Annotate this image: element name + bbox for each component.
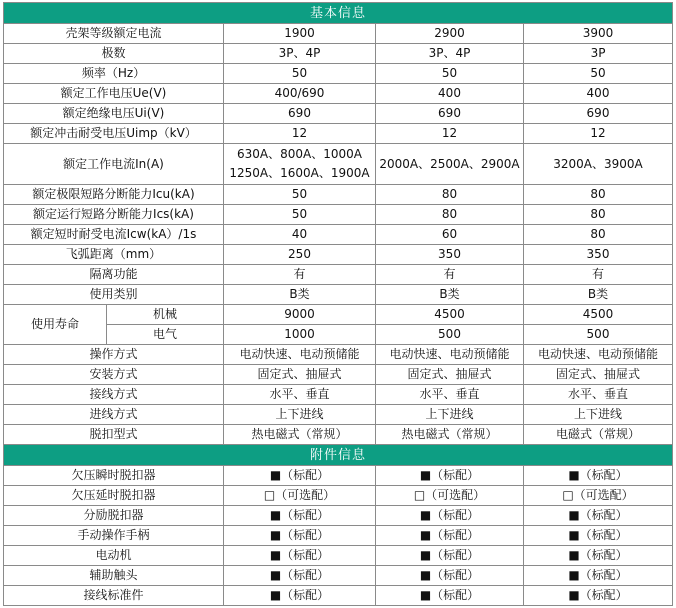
table-row	[4, 144, 673, 185]
value-cell: 固定式、抽屉式	[224, 365, 376, 385]
table-row	[4, 265, 673, 285]
value-cell: 热电磁式（常规）	[376, 425, 524, 445]
section-header-basic	[4, 3, 673, 24]
table-row	[4, 104, 673, 124]
table-row	[4, 205, 673, 225]
value-cell	[224, 144, 376, 185]
row-label: 欠压延时脱扣器	[4, 486, 224, 506]
value-cell: 690	[524, 104, 673, 124]
value-cell: 2000A、2500A、2900A	[376, 144, 524, 185]
value-cell: ■（标配）	[376, 466, 524, 486]
value-cell: 9000	[224, 305, 376, 325]
value-cell: 12	[376, 124, 524, 144]
table-row	[4, 305, 673, 325]
sub-label: 电气	[107, 325, 224, 345]
table-row	[4, 526, 673, 546]
table-row	[4, 124, 673, 144]
value-cell: 400	[376, 84, 524, 104]
value-cell: 50	[224, 185, 376, 205]
value-cell: 有	[224, 265, 376, 285]
value-cell: B类	[224, 285, 376, 305]
table-row	[4, 245, 673, 265]
table-row	[4, 44, 673, 64]
value-cell: 80	[524, 205, 673, 225]
value-cell: 400	[524, 84, 673, 104]
value-cell: ■（标配）	[376, 566, 524, 586]
value-cell: 固定式、抽屉式	[524, 365, 673, 385]
value-cell: 50	[224, 64, 376, 84]
value-cell: 有	[524, 265, 673, 285]
value-cell: ■（标配）	[524, 466, 673, 486]
row-label: 隔离功能	[4, 265, 224, 285]
value-cell: 500	[524, 325, 673, 345]
value-cell: ■（标配）	[224, 586, 376, 606]
value-cell: □（可选配）	[376, 486, 524, 506]
value-cell: 80	[376, 205, 524, 225]
table-row	[4, 84, 673, 104]
sub-label: 机械	[107, 305, 224, 325]
row-label: 分励脱扣器	[4, 506, 224, 526]
value-cell: ■（标配）	[376, 506, 524, 526]
value-cell: 水平、垂直	[224, 385, 376, 405]
row-label: 频率（Hz）	[4, 64, 224, 84]
table-row	[4, 486, 673, 506]
table-row	[4, 385, 673, 405]
value-cell: 上下进线	[376, 405, 524, 425]
value-cell: ■（标配）	[376, 546, 524, 566]
row-label: 接线标准件	[4, 586, 224, 606]
value-cell: ■（标配）	[224, 546, 376, 566]
value-cell: 60	[376, 225, 524, 245]
value-cell: ■（标配）	[224, 566, 376, 586]
value-cell: 350	[524, 245, 673, 265]
value-cell: 水平、垂直	[376, 385, 524, 405]
value-cell: 50	[524, 64, 673, 84]
row-label: 壳架等级额定电流	[4, 24, 224, 44]
section-title-accessory: 附件信息	[4, 445, 673, 466]
value-cell: 40	[224, 225, 376, 245]
spec-table	[3, 2, 673, 606]
value-cell: 2900	[376, 24, 524, 44]
row-label: 额定冲击耐受电压Uimp（kV）	[4, 124, 224, 144]
value-cell: 水平、垂直	[524, 385, 673, 405]
value-cell: 上下进线	[524, 405, 673, 425]
value-cell: 500	[376, 325, 524, 345]
row-label: 极数	[4, 44, 224, 64]
table-row	[4, 466, 673, 486]
table-row	[4, 285, 673, 305]
value-cell: 50	[376, 64, 524, 84]
value-cell: ■（标配）	[224, 466, 376, 486]
row-label: 手动操作手柄	[4, 526, 224, 546]
row-label: 接线方式	[4, 385, 224, 405]
table-row	[4, 365, 673, 385]
section-title-basic: 基本信息	[4, 3, 673, 24]
value-cell: ■（标配）	[524, 506, 673, 526]
table-row	[4, 586, 673, 606]
value-cell: 有	[376, 265, 524, 285]
value-cell: ■（标配）	[376, 526, 524, 546]
value-cell: 固定式、抽屉式	[376, 365, 524, 385]
value-cell: 690	[224, 104, 376, 124]
table-row	[4, 24, 673, 44]
value-cell: ■（标配）	[524, 566, 673, 586]
value-cell: 690	[376, 104, 524, 124]
value-cell: B类	[376, 285, 524, 305]
value-cell: 80	[376, 185, 524, 205]
value-cell: ■（标配）	[224, 526, 376, 546]
value-cell: 350	[376, 245, 524, 265]
value-cell: □（可选配）	[524, 486, 673, 506]
row-label: 额定短时耐受电流Icw(kA）/1s	[4, 225, 224, 245]
value-line: 630A、800A、1000A	[237, 147, 362, 161]
value-cell: B类	[524, 285, 673, 305]
value-cell: 上下进线	[224, 405, 376, 425]
value-cell: □（可选配）	[224, 486, 376, 506]
value-cell: 4500	[376, 305, 524, 325]
value-cell: 400/690	[224, 84, 376, 104]
row-label: 使用类别	[4, 285, 224, 305]
value-cell: 12	[224, 124, 376, 144]
row-label: 进线方式	[4, 405, 224, 425]
value-cell: ■（标配）	[524, 546, 673, 566]
table-row	[4, 405, 673, 425]
table-row	[4, 225, 673, 245]
value-cell: 3900	[524, 24, 673, 44]
value-cell: ■（标配）	[524, 526, 673, 546]
row-label: 安装方式	[4, 365, 224, 385]
value-cell: 电动快速、电动预储能	[224, 345, 376, 365]
value-cell: ■（标配）	[524, 586, 673, 606]
value-cell: ■（标配）	[224, 506, 376, 526]
value-cell: ■（标配）	[376, 586, 524, 606]
row-label: 使用寿命	[4, 305, 107, 345]
row-label: 额定运行短路分断能力Ics(kA)	[4, 205, 224, 225]
value-cell: 250	[224, 245, 376, 265]
value-cell: 3P	[524, 44, 673, 64]
row-label: 额定工作电流In(A)	[4, 144, 224, 185]
value-line: 1250A、1600A、1900A	[229, 166, 370, 180]
table-row	[4, 506, 673, 526]
row-label: 辅助触头	[4, 566, 224, 586]
value-cell: 80	[524, 225, 673, 245]
value-cell: 热电磁式（常规）	[224, 425, 376, 445]
value-cell: 1900	[224, 24, 376, 44]
row-label: 脱扣型式	[4, 425, 224, 445]
table-row	[4, 185, 673, 205]
value-cell: 4500	[524, 305, 673, 325]
row-label: 欠压瞬时脱扣器	[4, 466, 224, 486]
value-cell: 12	[524, 124, 673, 144]
row-label: 操作方式	[4, 345, 224, 365]
table-row	[4, 64, 673, 84]
value-cell: 电磁式（常规）	[524, 425, 673, 445]
row-label: 额定工作电压Ue(V)	[4, 84, 224, 104]
value-cell: 3P、4P	[224, 44, 376, 64]
value-cell: 电动快速、电动预储能	[524, 345, 673, 365]
value-cell: 电动快速、电动预储能	[376, 345, 524, 365]
row-label: 额定绝缘电压Ui(V)	[4, 104, 224, 124]
table-row	[4, 425, 673, 445]
section-header-accessory	[4, 445, 673, 466]
table-row	[4, 345, 673, 365]
row-label: 飞弧距离（mm）	[4, 245, 224, 265]
row-label: 电动机	[4, 546, 224, 566]
value-cell: 3P、4P	[376, 44, 524, 64]
row-label: 额定极限短路分断能力Icu(kA)	[4, 185, 224, 205]
value-cell: 1000	[224, 325, 376, 345]
value-cell: 80	[524, 185, 673, 205]
value-cell: 3200A、3900A	[524, 144, 673, 185]
table-row	[4, 566, 673, 586]
value-cell: 50	[224, 205, 376, 225]
table-row	[4, 546, 673, 566]
spec-table-body	[4, 3, 673, 606]
